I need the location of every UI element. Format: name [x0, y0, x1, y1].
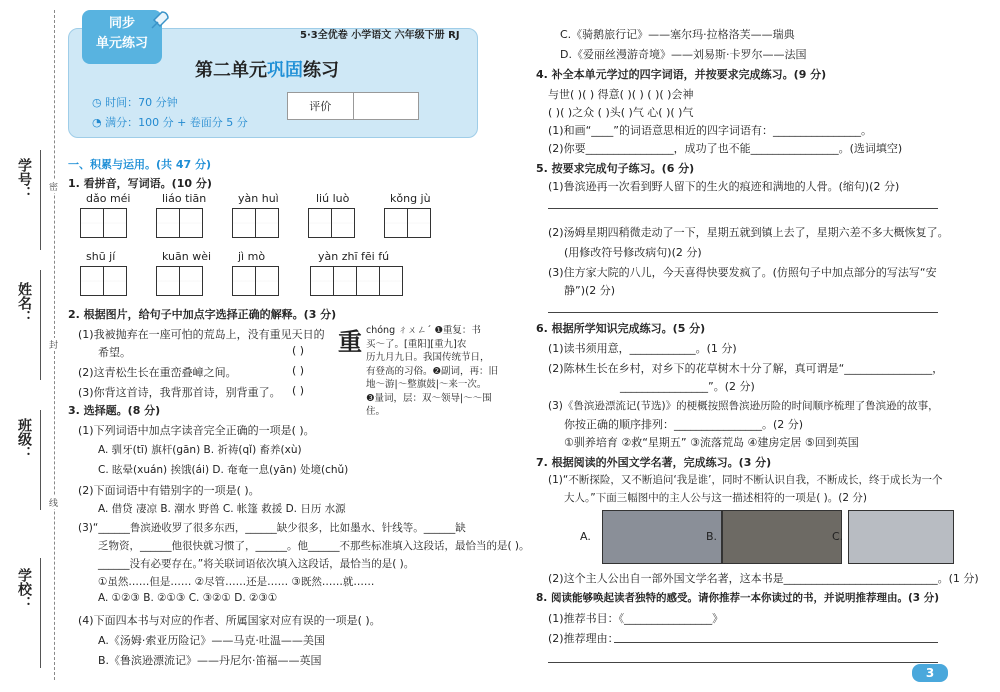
class-line: [40, 410, 41, 510]
question-5-1: (1)鲁滨逊再一次看到野人留下的生火的痕迹和满地的人骨。(缩句)(2 分): [548, 180, 900, 193]
pinyin-3: yàn huì: [238, 192, 279, 205]
badge-line2: 单元练习: [95, 36, 148, 51]
question-6-3-cont[interactable]: 你按正确的顺序排列：________________。(2 分): [564, 418, 804, 431]
rocket-icon: [148, 8, 172, 32]
question-3: 3. 选择题。(8 分): [68, 404, 161, 417]
question-6: 6. 根据所学知识完成练习。(5 分): [536, 322, 706, 335]
question-1: 1. 看拼音，写词语。(10 分): [68, 177, 212, 190]
writing-grid[interactable]: [232, 208, 279, 238]
class-label: 班级：: [16, 418, 32, 460]
title-part-c: 练习: [303, 60, 339, 81]
answer-paren[interactable]: ( ): [292, 384, 305, 397]
student-number-line: [40, 150, 41, 250]
publisher-line: 5·3全优卷 小学语文 六年级下册 RJ: [300, 30, 460, 41]
question-7-2[interactable]: (2)这个主人公出自一部外国文学名著，这本书是____________________________。(1 分): [548, 572, 979, 585]
option-b-label: B.: [706, 530, 718, 543]
question-6-3-events: ①驯养培育 ②救“星期五” ③流落荒岛 ④建房定居 ⑤回到英国: [564, 436, 859, 449]
answer-line[interactable]: [548, 662, 938, 663]
option-c-image[interactable]: [848, 510, 954, 564]
question-3-3a: (3)“______鲁滨逊收罗了很多东西，______缺少很多，比如墨水、针线等。______缺: [78, 522, 466, 534]
question-3-2-options: A. 借贷 凄凉 B. 潮水 野兽 C. 帐篷 救援 D. 日历 水源: [98, 503, 346, 515]
answer-paren[interactable]: ( ): [292, 364, 305, 377]
question-6-3: (3)《鲁滨逊漂流记(节选)》的梗概按照鲁滨逊历险的时间顺序梳理了鲁滨逊的故事，: [548, 400, 939, 412]
question-3-3-clauses: ①虽然……但是…… ②尽管……还是…… ③既然……就……: [98, 576, 375, 588]
question-2-1-cont: 希望。: [98, 346, 131, 359]
answer-line[interactable]: [614, 642, 938, 643]
name-label: 姓名：: [16, 282, 32, 324]
dict-line: 买～了。[重阳][重九]农: [366, 338, 467, 350]
writing-grid[interactable]: [80, 208, 127, 238]
question-6-1[interactable]: (1)读书须用意，____________。(1 分): [548, 342, 737, 355]
evaluation-label: 评价: [288, 93, 354, 119]
answer-line[interactable]: [548, 312, 938, 313]
question-4: 4. 补全本单元学过的四字词语，并按要求完成练习。(9 分): [536, 68, 827, 81]
pinyin-5: kǒng jù: [390, 192, 431, 205]
student-number-label: 学号：: [16, 158, 32, 200]
answer-line[interactable]: [548, 208, 938, 209]
question-3-4-b: B.《鲁滨逊漂流记》——丹尼尔·笛福——英国: [98, 654, 322, 667]
question-3-4-a: A.《汤姆·索亚历险记》——马克·吐温——美国: [98, 634, 325, 647]
question-4-row2[interactable]: ( )( )之众 ( )头( )气 心( )( )气: [548, 106, 694, 119]
dict-line: chóng ㄔㄨㄥˊ ❶重复：书: [366, 325, 481, 336]
question-8-2: (2)推荐理由：: [548, 632, 619, 645]
seal-mi: 密: [49, 180, 58, 193]
title-part-a: 第二单元: [195, 60, 267, 81]
page-number: 3: [912, 664, 948, 682]
writing-grid[interactable]: [232, 266, 279, 296]
pinyin-4: liú luò: [316, 192, 350, 205]
evaluation-box[interactable]: [287, 92, 419, 120]
pinyin-8: jì mò: [238, 250, 266, 263]
question-4-2[interactable]: (2)你要________________，成功了也不能________________。(选词填空): [548, 142, 903, 155]
dict-line: 历九月九日。我国传统节日，: [366, 352, 490, 363]
pinyin-1: dǎo méi: [86, 192, 131, 205]
question-3-1-ab: A. 驯牙(tī) 旗杆(gān) B. 祈祷(qǐ) 畜养(xù): [98, 444, 302, 456]
question-4-1[interactable]: (1)和画“____”的词语意思相近的四字词语有：________________。: [548, 124, 872, 137]
question-8: 8. 阅读能够唤起读者独特的感受。请你推荐一本你读过的书，并说明推荐理由。(3 分): [536, 592, 940, 604]
dict-line: 地～游|～整旗鼓|～来一次。: [366, 379, 487, 390]
seal-feng: 封: [49, 338, 58, 351]
dictionary-entry: [366, 324, 498, 419]
question-7: 7. 根据阅读的外国文学名著，完成练习。(3 分): [536, 456, 772, 469]
dict-line: 住。: [366, 406, 386, 417]
writing-grid[interactable]: [310, 266, 403, 296]
question-7-1-cont: 大人。”下面三幅图中的主人公与这一描述相符的一项是( )。(2 分): [564, 492, 867, 504]
question-3-1: (1)下列词语中加点字读音完全正确的一项是( )。: [78, 424, 315, 437]
question-3-4-d: D.《爱丽丝漫游奇境》——刘易斯·卡罗尔——法国: [560, 48, 807, 61]
evaluation-field[interactable]: [354, 93, 419, 119]
option-b-image[interactable]: [722, 510, 842, 564]
question-2: 2. 根据图片，给句子中加点字选择正确的解释。(3 分): [68, 308, 337, 321]
writing-grid[interactable]: [308, 208, 355, 238]
school-line: [40, 558, 41, 668]
dictionary-char: 重: [338, 328, 362, 356]
pinyin-2: liáo tiān: [162, 192, 207, 205]
pinyin-6: shū jí: [86, 250, 116, 263]
page-title: [195, 56, 339, 82]
time-info: ◷ 时间：70 分钟: [92, 96, 178, 109]
question-3-1-cd: C. 眩晕(xuán) 挨饿(ái) D. 奄奄一息(yān) 处境(chǔ): [98, 464, 349, 476]
question-3-2: (2)下面词语中有错别字的一项是( )。: [78, 484, 260, 497]
question-5-3: (3)住方家大院的八儿，今天喜得快要发疯了。(仿照句子中加点部分的写法写“安: [548, 266, 937, 279]
option-a-label: A.: [580, 530, 591, 543]
title-part-highlight: 巩固: [267, 60, 303, 81]
question-3-3c: ______没有必要存在。”将关联词语依次填入这段话，最恰当的是( )。: [98, 558, 415, 570]
question-5-2: (2)汤姆星期四稍微走动了一下，星期五就到镇上去了，星期六差不多大概恢复了。: [548, 226, 949, 239]
seal-xian: 线: [49, 496, 58, 509]
score-info: ◔ 满分：100 分 + 卷面分 5 分: [92, 116, 248, 129]
name-line: [40, 270, 41, 380]
question-5: 5. 按要求完成句子练习。(6 分): [536, 162, 695, 175]
question-7-1: (1)“不断探险，又不断追问‘我是谁’，同时不断认识自我，不断成长，终于成长为一个: [548, 474, 943, 486]
question-6-2[interactable]: (2)陈林生长在乡村，对乡下的花草树木十分了解，真可谓是“________________，: [548, 362, 944, 375]
option-c-label: C.: [832, 530, 844, 543]
dict-line: 有登高的习俗。❷副词，再：旧: [366, 365, 499, 377]
question-6-2-cont[interactable]: ________________”。(2 分): [620, 380, 755, 393]
question-5-2-cont: (用修改符号修改病句)(2 分): [564, 246, 702, 259]
section-title: 一、积累与运用。(共 47 分): [68, 158, 212, 171]
question-8-1[interactable]: (1)推荐书目：《________________》: [548, 612, 724, 625]
answer-paren[interactable]: ( ): [292, 344, 305, 357]
badge-line1: 同步: [108, 16, 135, 31]
question-2-1: (1)我被抛弃在一座可怕的荒岛上，没有重见天日的: [78, 328, 325, 341]
pinyin-9: yàn zhī fēi fú: [318, 250, 390, 263]
pinyin-7: kuān wèi: [162, 250, 212, 263]
writing-grid[interactable]: [80, 266, 127, 296]
question-5-3-cont: 静”)(2 分): [564, 284, 616, 297]
question-2-3: (3)你背这首诗，我背那首诗，别背重了。: [78, 386, 281, 399]
question-3-4-c: C.《骑鹅旅行记》——塞尔玛·拉格洛芙——瑞典: [560, 28, 795, 41]
question-3-4: (4)下面四本书与对应的作者、所属国家对应有误的一项是( )。: [78, 614, 381, 627]
question-4-row1[interactable]: 与世( )( ) 得意( )( ) ( )( )会神: [548, 88, 694, 101]
school-label: 学校：: [16, 568, 32, 610]
writing-grid[interactable]: [384, 208, 431, 238]
question-3-3-options: A. ①②③ B. ②①③ C. ③②① D. ②③①: [98, 592, 278, 604]
writing-grid[interactable]: [156, 266, 203, 296]
question-2-2: (2)这青松生长在重峦叠嶂之间。: [78, 366, 237, 379]
option-a-image[interactable]: [602, 510, 722, 564]
question-3-3b: 乏物资，______他很快就习惯了，______。他______不那些标准填入这段话，最恰当的是( )。: [98, 540, 530, 552]
dict-line: ❸量词，层：双～领导|～～围: [366, 392, 492, 404]
writing-grid[interactable]: [156, 208, 203, 238]
